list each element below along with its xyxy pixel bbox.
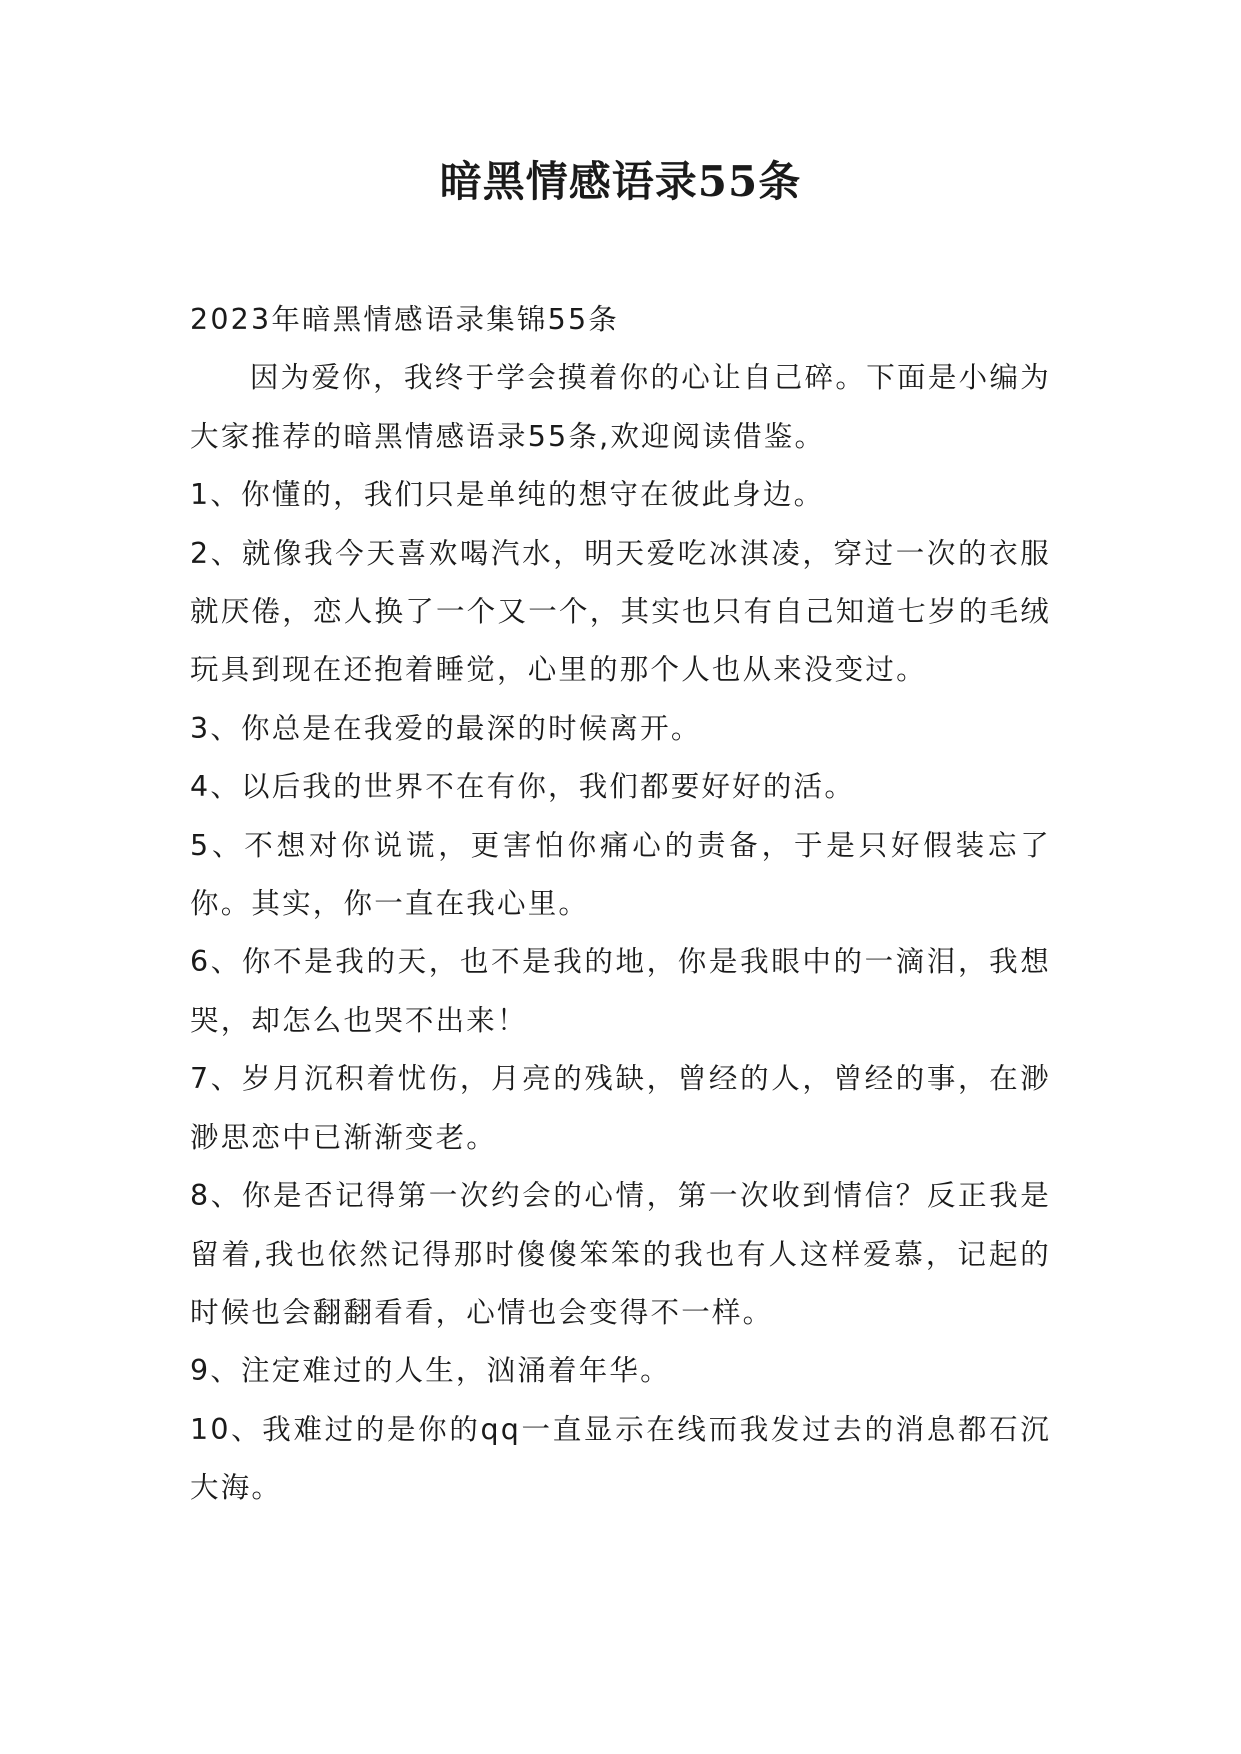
quote-item-10: 10、我难过的是你的qq一直显示在线而我发过去的消息都石沉大海。 xyxy=(190,1412,1051,1505)
quote-item-7: 7、岁月沉积着忧伤，月亮的残缺，曾经的人，曾经的事，在渺渺思恋中已渐渐变老。 xyxy=(190,1062,1051,1154)
quote-item-4: 4、以后我的世界不在有你，我们都要好好的活。 xyxy=(190,770,856,804)
quote-item-8: 8、你是否记得第一次约会的心情，第一次收到情信？反正我是留着,我也依然记得那时傻傻笨笨的我也有人这样爱慕，记起的时候也会翻翻看看，心情也会变得不一样。 xyxy=(190,1179,1051,1329)
document-body xyxy=(190,291,1051,1518)
quote-item-2: 2、就像我今天喜欢喝汽水，明天爱吃冰淇凌，穿过一次的衣服就厌倦，恋人换了一个又一个，其实也只有自己知道七岁的毛绒玩具到现在还抱着睡觉，心里的那个人也从来没变过。 xyxy=(190,536,1051,687)
quote-item-9: 9、注定难过的人生，汹涌着年华。 xyxy=(190,1354,671,1388)
quote-item-3: 3、你总是在我爱的最深的时候离开。 xyxy=(190,711,702,745)
quote-item-5: 5、不想对你说谎，更害怕你痛心的责备，于是只好假装忘了你。其实，你一直在我心里。 xyxy=(190,828,1051,921)
document-subtitle: 2023年暗黑情感语录集锦55条 xyxy=(190,303,619,336)
intro-paragraph: 因为爱你，我终于学会摸着你的心让自己碎。下面是小编为大家推荐的暗黑情感语录55条,欢迎阅读借鉴。 xyxy=(190,361,1051,453)
quote-item-6: 6、你不是我的天，也不是我的地，你是我眼中的一滴泪，我想哭，却怎么也哭不出来！ xyxy=(190,945,1051,1037)
document-title: 暗黑情感语录55条 xyxy=(439,157,802,206)
quote-item-1: 1、你懂的，我们只是单纯的想守在彼此身边。 xyxy=(190,478,825,512)
